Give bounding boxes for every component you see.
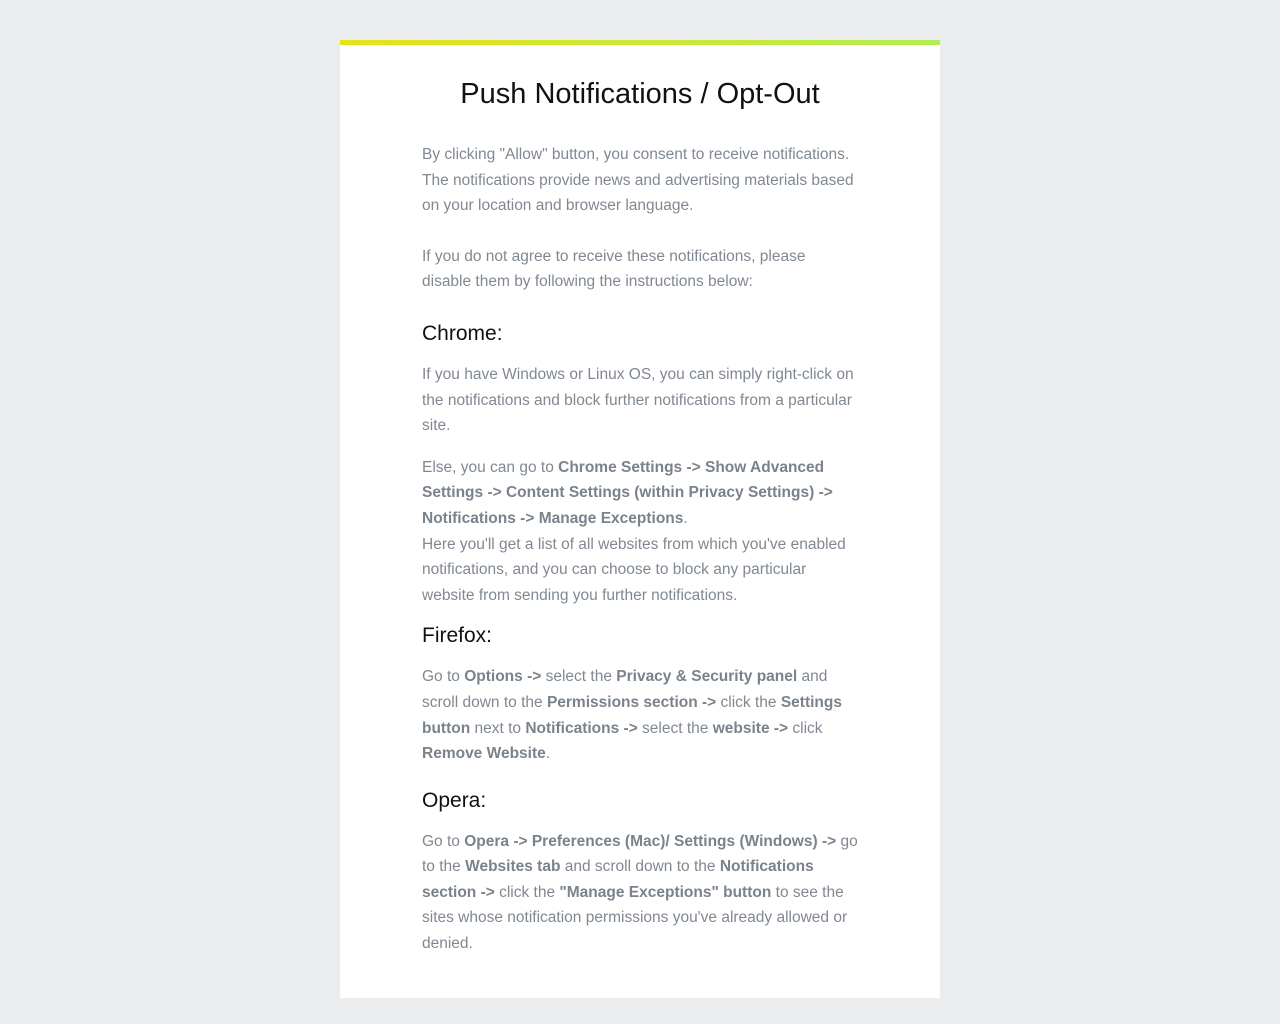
firefox-text-5: next to (470, 719, 526, 737)
firefox-text-3: and scroll down to the (422, 668, 828, 711)
firefox-text-1: Go to (422, 668, 465, 686)
firefox-text-4: click the (716, 693, 781, 711)
firefox-bold-notifications: Notifications -> (525, 719, 638, 737)
intro-paragraph-consent: By clicking "Allow" button, you consent to receive notifications. The notifications provide news and advertising materials based on your location and browser language. (422, 146, 854, 215)
opera-bold-manage-exceptions-button: "Manage Exceptions" button (559, 883, 772, 901)
opt-out-card (340, 40, 940, 998)
firefox-bold-privacy-panel: Privacy & Security panel (616, 668, 798, 686)
firefox-text-2: select the (541, 668, 617, 686)
intro-paragraph-disable: If you do not agree to receive these notifications, please disable them by following the instructions below: (422, 247, 806, 291)
opera-bold-websites-tab: Websites tab (465, 858, 561, 876)
accent-top-bar (340, 40, 940, 45)
page-title: Push Notifications / Opt-Out (460, 78, 820, 110)
opera-text-2: go to the (422, 832, 858, 876)
opera-text-4: click the (494, 883, 560, 901)
opera-heading: Opera: (422, 788, 487, 812)
chrome-settings-path: Chrome Settings -> Show Advanced Settings -> Content Settings (within Privacy Settings) -> Notifications -> Manage Exceptions (422, 458, 833, 527)
firefox-bold-website: website -> (712, 719, 789, 737)
chrome-settings-suffix: . (683, 509, 688, 527)
opera-paragraph (422, 829, 858, 957)
opera-text-1: Go to (422, 832, 465, 850)
opera-text-5: to see the sites whose notification permissions you've already allowed or denied. (422, 883, 848, 953)
firefox-bold-permissions: Permissions section -> (546, 693, 717, 711)
firefox-bold-remove-website: Remove Website (422, 745, 546, 763)
firefox-text-6: select the (637, 719, 713, 737)
chrome-settings-prefix: Else, you can go to (422, 458, 559, 476)
firefox-text-7: click (788, 719, 823, 737)
firefox-paragraph (422, 664, 858, 766)
card-content (422, 74, 858, 957)
chrome-paragraph-settings (422, 455, 858, 609)
opera-bold-preferences: Opera -> Preferences (Mac)/ Settings (Windows) -> (464, 832, 837, 850)
firefox-bold-settings-button: Settings button (422, 693, 842, 737)
chrome-paragraph-right-click: If you have Windows or Linux OS, you can simply right-click on the notifications and block further notifications from a particular site. (422, 365, 854, 435)
firefox-heading: Firefox: (422, 624, 493, 648)
chrome-heading: Chrome: (422, 321, 503, 345)
chrome-exceptions-description: Here you'll get a list of all websites from which you've enabled notifications, and you can choose to block any particular website from sending you further notifications. (422, 535, 846, 604)
opera-bold-notifications-section: Notifications section -> (422, 858, 814, 901)
opera-text-3: and scroll down to the (560, 858, 720, 876)
firefox-text-8: . (545, 745, 551, 763)
firefox-bold-options: Options -> (464, 668, 542, 686)
